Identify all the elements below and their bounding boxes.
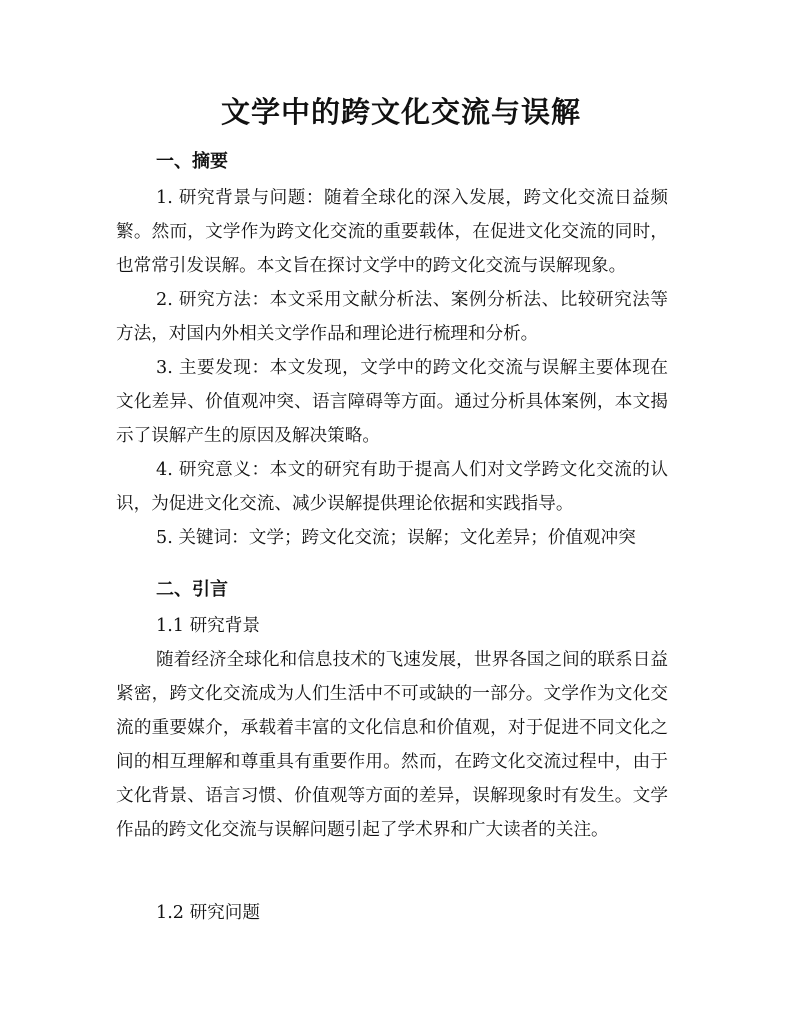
abstract-paragraph-2: 2. 研究方法：本文采用文献分析法、案例分析法、比较研究法等方法，对国内外相关文学作品和理论进行梳理和分析。: [116, 290, 668, 344]
subsection-heading-background: 1.1 研究背景: [156, 616, 260, 636]
document-title: 文学中的跨文化交流与误解: [220, 95, 581, 129]
abstract-paragraph-3: 3. 主要发现：本文发现，文学中的跨文化交流与误解主要体现在文化差异、价值观冲突、语言障碍等方面。通过分析具体案例，本文揭示了误解产生的原因及解决策略。: [116, 358, 668, 446]
section-heading-abstract: 一、摘要: [156, 151, 228, 172]
introduction-paragraph-1: 随着经济全球化和信息技术的飞速发展，世界各国之间的联系日益紧密，跨文化交流成为人们生活中不可或缺的一部分。文学作为文化交流的重要媒介，承载着丰富的文化信息和价值观，对于促进不同文化之间的相互理解和尊重具有重要作用。然而，在跨文化交流过程中，由于文化背景、语言习惯、价值观等方面的差异，误解现象时有发生。文学作品的跨文化交流与误解问题引起了学术界和广大读者的关注。: [116, 650, 668, 840]
abstract-keywords: 5. 关键词：文学；跨文化交流；误解；文化差异；价值观冲突: [156, 528, 636, 548]
section-heading-introduction: 二、引言: [156, 579, 228, 600]
subsection-heading-research-question: 1.2 研究问题: [156, 903, 260, 923]
abstract-paragraph-1: 1. 研究背景与问题：随着全球化的深入发展，跨文化交流日益频繁。然而，文学作为跨文化交流的重要载体，在促进文化交流的同时，也常常引发误解。本文旨在探讨文学中的跨文化交流与误解现象。: [116, 188, 668, 276]
abstract-paragraph-4: 4. 研究意义：本文的研究有助于提高人们对文学跨文化交流的认识，为促进文化交流、减少误解提供理论依据和实践指导。: [116, 460, 668, 514]
